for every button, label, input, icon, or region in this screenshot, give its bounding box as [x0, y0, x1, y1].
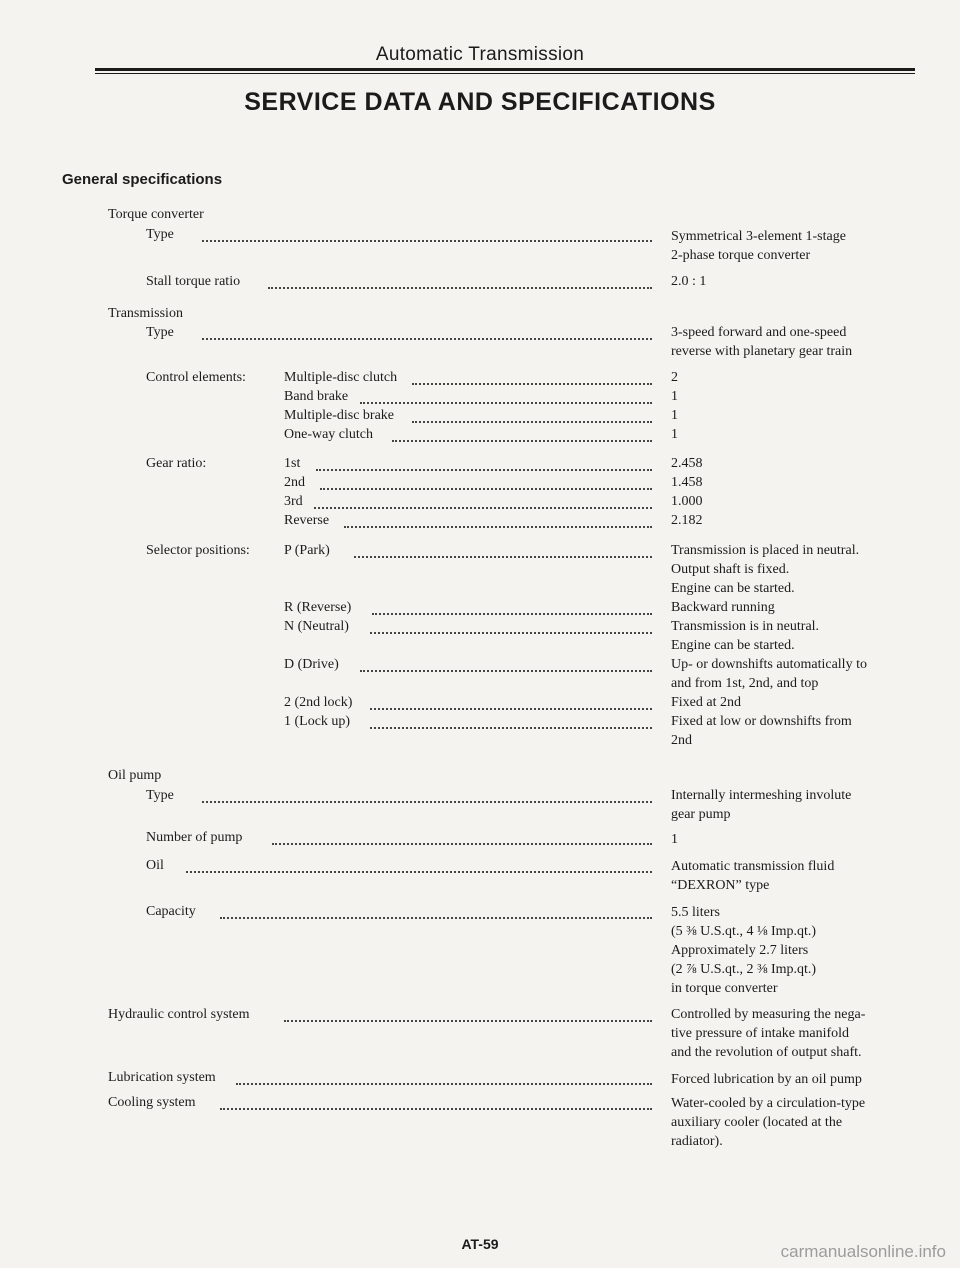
dot-leader [202, 338, 652, 340]
dot-leader [236, 1083, 652, 1085]
header-rule-thick [95, 68, 915, 71]
spec-value: Up- or downshifts automatically to and from 1st, 2nd, and top [671, 657, 867, 691]
page-title: SERVICE DATA AND SPECIFICATIONS [244, 88, 716, 116]
sublabel-control-elements: Control elements: [146, 370, 246, 385]
dot-leader [370, 632, 652, 634]
spec-value: 1.000 [671, 494, 703, 509]
spec-label: Cooling system [108, 1095, 196, 1110]
spec-label: One-way clutch [284, 427, 374, 442]
section-title: General specifications [62, 171, 223, 188]
spec-label: Capacity [146, 904, 196, 919]
spec-value: Internally intermeshing involute gear pump [671, 788, 852, 822]
spec-value: Controlled by measuring the nega- tive pressure of intake manifold and the revolution of output shaft. [671, 1007, 866, 1060]
spec-value: Water-cooled by a circulation-type auxiliary cooler (located at the radiator). [671, 1096, 866, 1149]
spec-label: Stall torque ratio [146, 274, 241, 289]
dot-leader [272, 843, 652, 845]
spec-label: Type [146, 788, 174, 803]
spec-label: P (Park) [284, 543, 330, 558]
spec-value: Transmission is placed in neutral. Output shaft is fixed. Engine can be started. [671, 543, 860, 596]
dot-leader [202, 240, 652, 242]
dot-leader [202, 801, 652, 803]
spec-label: 1st [284, 456, 301, 471]
spec-value: Symmetrical 3-element 1-stage 2-phase torque converter [671, 229, 846, 263]
spec-label: 3rd [284, 494, 303, 509]
dot-leader [412, 383, 652, 385]
dot-leader [220, 1108, 652, 1110]
running-header: Automatic Transmission [375, 44, 585, 65]
dot-leader [370, 727, 652, 729]
spec-value: 2.182 [671, 513, 703, 528]
spec-value: Fixed at low or downshifts from 2nd [671, 714, 852, 748]
dot-leader [412, 421, 652, 423]
spec-value: 1.458 [671, 475, 703, 490]
dot-leader [360, 670, 652, 672]
dot-leader [344, 526, 652, 528]
spec-value: 1 [671, 408, 678, 423]
spec-label: R (Reverse) [284, 600, 352, 615]
spec-label: Number of pump [146, 830, 243, 845]
spec-label: Type [146, 325, 174, 340]
group-oil-pump: Oil pump [108, 768, 162, 783]
page-number: AT-59 [461, 1236, 499, 1252]
spec-value: Forced lubrication by an oil pump [671, 1072, 862, 1087]
spec-value: 1 [671, 427, 678, 442]
dot-leader [316, 469, 652, 471]
spec-value: 5.5 liters (5 ⅜ U.S.qt., 4 ⅛ Imp.qt.) Approximately 2.7 liters (2 ⅞ U.S.qt., 2 ⅜ Imp.qt.) in torque converter [671, 905, 817, 996]
sublabel-selector-positions: Selector positions: [146, 543, 250, 558]
spec-value: 1 [671, 389, 678, 404]
dot-leader [314, 507, 652, 509]
spec-label: Lubrication system [108, 1070, 216, 1085]
dot-leader [392, 440, 652, 442]
dot-leader [186, 871, 652, 873]
dot-leader [370, 708, 652, 710]
spec-label: Band brake [284, 389, 349, 404]
group-transmission: Transmission [108, 306, 183, 321]
spec-label: Hydraulic control system [108, 1007, 250, 1022]
spec-value: Fixed at 2nd [671, 695, 741, 710]
dot-leader [220, 917, 652, 919]
dot-leader [268, 287, 652, 289]
sublabel-gear-ratio: Gear ratio: [146, 456, 207, 471]
watermark: carmanualsonline.info [780, 1242, 946, 1261]
group-torque-converter: Torque converter [108, 207, 204, 222]
spec-value: Automatic transmission fluid “DEXRON” type [671, 859, 835, 893]
spec-label: Multiple-disc brake [284, 408, 395, 423]
spec-value: 1 [671, 832, 678, 847]
dot-leader [284, 1020, 652, 1022]
dot-leader [320, 488, 652, 490]
header-rule-thin [95, 73, 915, 74]
spec-value: 3-speed forward and one-speed reverse with planetary gear train [671, 325, 853, 359]
spec-value: 2.0 : 1 [671, 274, 707, 289]
dot-leader [372, 613, 652, 615]
spec-label: N (Neutral) [284, 619, 349, 634]
dot-leader [360, 402, 652, 404]
spec-label: 2nd [284, 475, 305, 490]
spec-label: 2 (2nd lock) [284, 695, 353, 710]
spec-value: 2.458 [671, 456, 703, 471]
spec-label: Oil [146, 858, 164, 873]
spec-label: 1 (Lock up) [284, 714, 351, 729]
spec-label: Reverse [284, 513, 330, 528]
spec-label: Multiple-disc clutch [284, 370, 398, 385]
spec-label: Type [146, 227, 174, 242]
spec-value: Backward running [671, 600, 775, 615]
dot-leader [354, 556, 652, 558]
spec-label: D (Drive) [284, 657, 339, 672]
spec-value: Transmission is in neutral. Engine can be started. [671, 619, 820, 653]
spec-value: 2 [671, 370, 678, 385]
